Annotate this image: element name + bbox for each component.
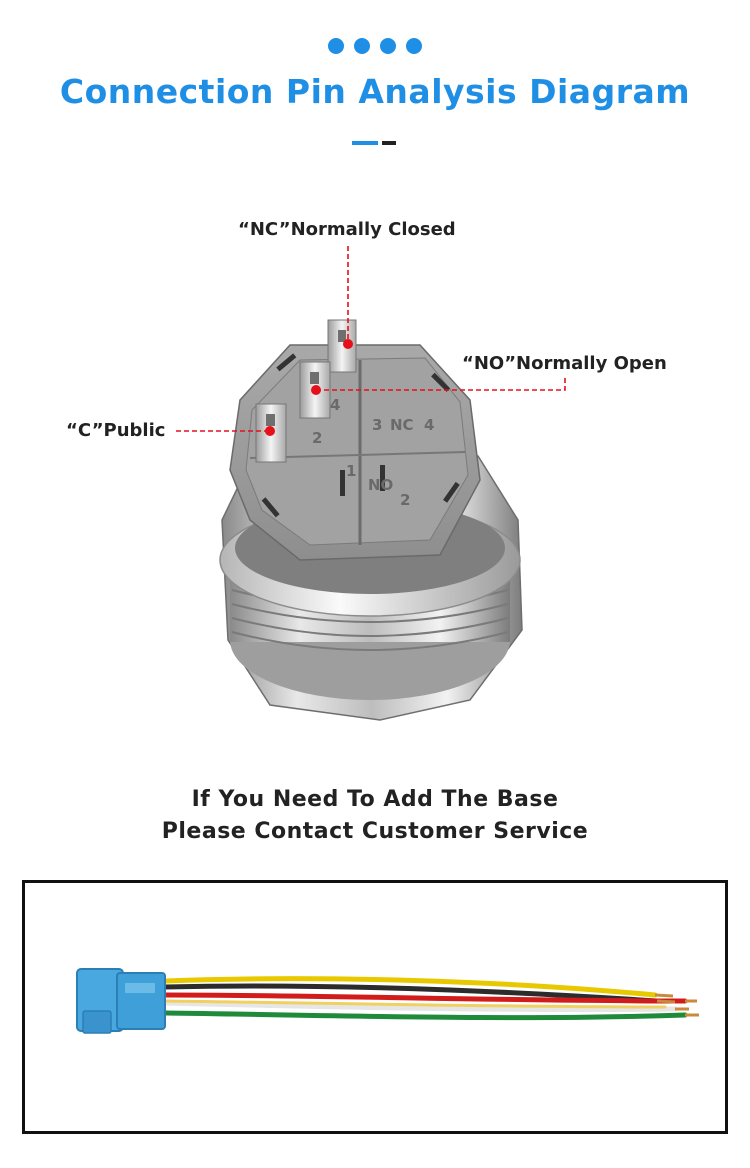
marking-pin-2: 2 (400, 491, 411, 509)
marking-pin-2-left: 2 (312, 429, 323, 447)
marking-pin-3: 3 (372, 416, 383, 434)
no-pin-marker (311, 385, 321, 395)
divider-blue (352, 141, 378, 145)
dot (380, 38, 396, 54)
title-divider (352, 141, 396, 145)
marking-nc: NC (390, 416, 414, 434)
dot (406, 38, 422, 54)
base-note (0, 784, 750, 848)
marking-no: NO (368, 476, 394, 494)
nc-pin-marker (343, 339, 353, 349)
page-title: Connection Pin Analysis Diagram (59, 72, 691, 111)
dot (354, 38, 370, 54)
label-c: “C”Public (66, 420, 166, 441)
divider-black (382, 141, 396, 145)
marking-pin-4: 4 (424, 416, 435, 434)
note-line-2: Please Contact Customer Service (161, 819, 589, 844)
label-no: “NO”Normally Open (462, 353, 667, 374)
connector-cable-photo (25, 883, 725, 1131)
marking-pin-1: 1 (346, 462, 357, 480)
base-cable-frame (22, 880, 728, 1134)
dot (328, 38, 344, 54)
marking-pin-4-top: 4 (330, 396, 341, 414)
blue-connector (77, 969, 165, 1033)
label-nc: “NC”Normally Closed (238, 219, 456, 240)
c-pin-marker (265, 426, 275, 436)
wires (165, 979, 685, 1018)
switch-photo (0, 200, 750, 760)
note-line-1: If You Need To Add The Base (191, 787, 559, 812)
copper-ends (655, 995, 699, 1015)
decorative-dots (0, 38, 750, 54)
